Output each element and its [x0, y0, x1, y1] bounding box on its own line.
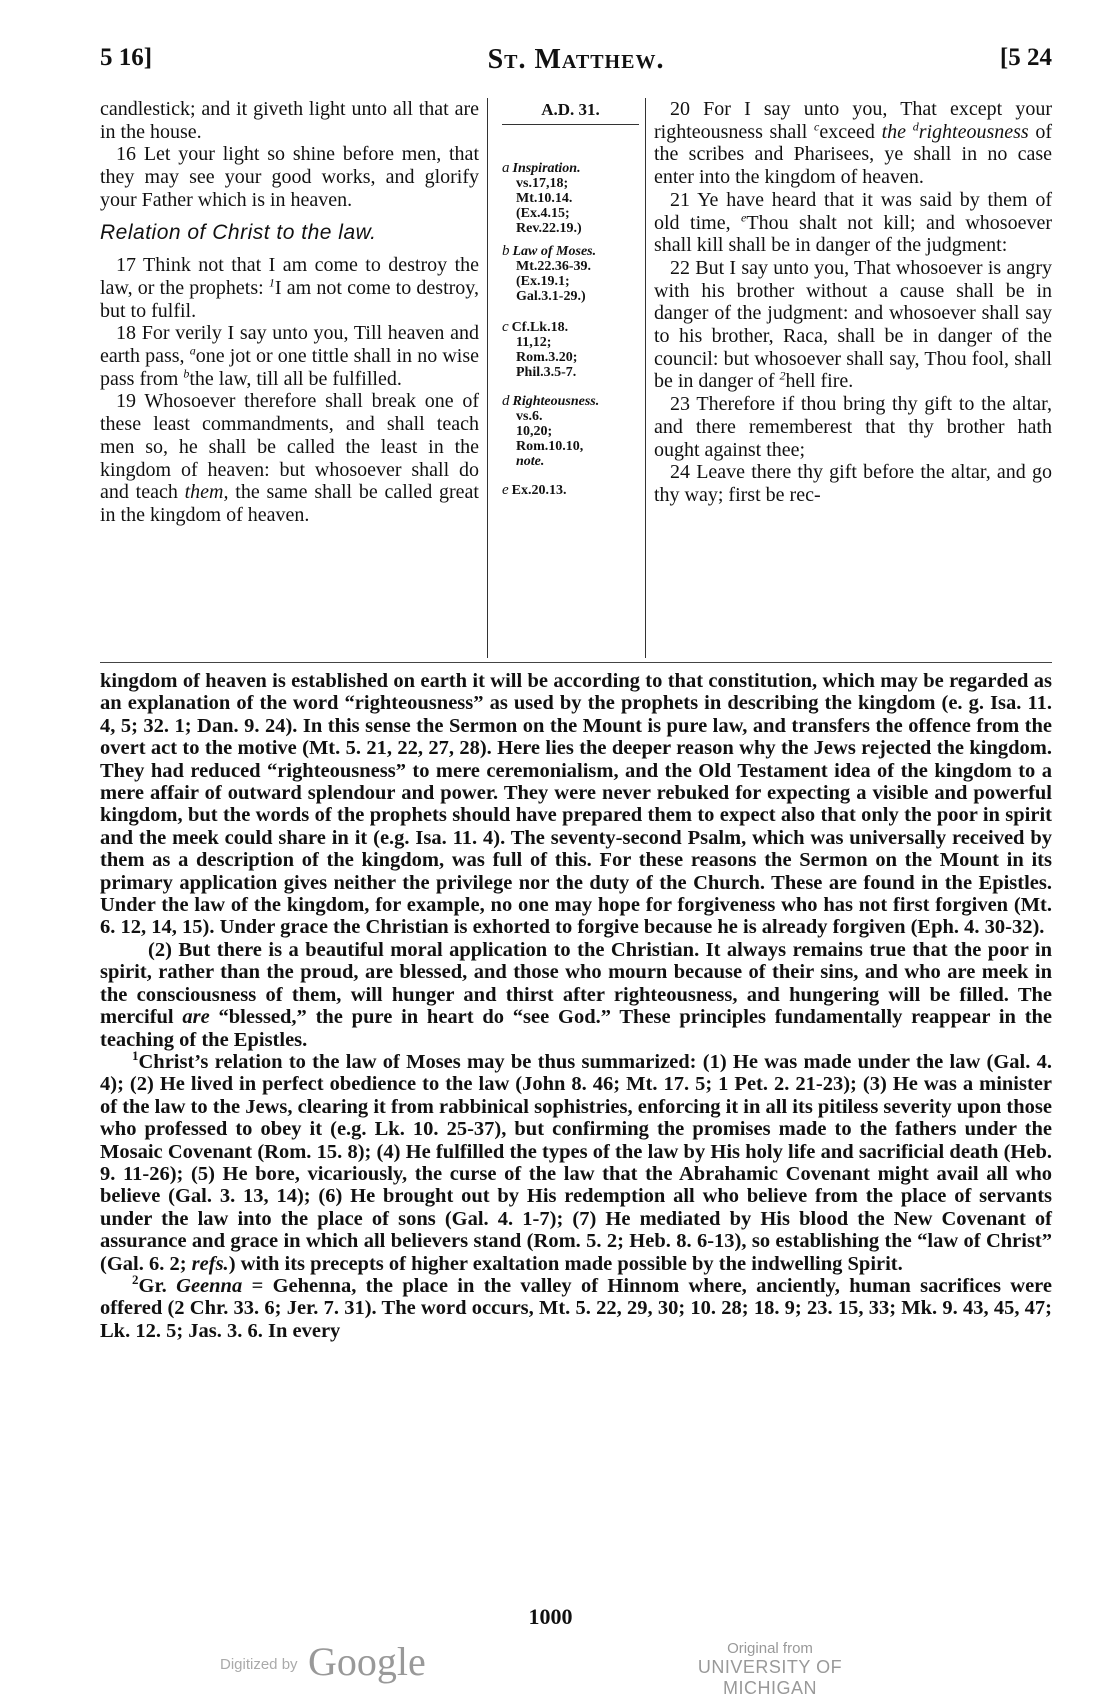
page-number: 1000 [528, 1604, 573, 1629]
verse-21: 21 Ye have heard that it was said by them of old time, $^e$Thou shalt not kill; and whosoever shall kill shall be in danger of the judgment: [654, 188, 1052, 257]
commentary-paragraph-2: (2) But there is a beautiful moral application to the Christian. It always remains true that the poor in spirit, rather than the proud, are blessed, and those who mourn because of their sins, and who are meek in the consciousness of them, will hunger and thirst after righteousness, and hungering will be filled. The merciful are “blessed,” the pure in heart do “see God.” These principles fundamentally reappear in the teaching of the Epistles. [100, 938, 1053, 1051]
verse-23: 23 Therefore if thou bring thy gift to the altar, and there rememberest that thy brother hath ought against thee; [654, 393, 1052, 461]
three-column-text [100, 98, 1052, 658]
reference-e: e Ex.20.13. [502, 482, 567, 498]
header-book-title: St. Matthew. [487, 44, 665, 75]
date-marker: A.D. 31. [502, 98, 639, 125]
ref-marker-c: c [814, 119, 820, 134]
verse-17: 17 Think not that I am come to destroy the law, or the prophets: $^1$I am not come to destroy, but to fulfil. [100, 254, 479, 322]
verse-20: 20 For I say unto you, That except your righteousness shall $^c$exceed the $^d$righteousness of the scribes and Pharisees, ye shall in no case enter into the kingdom of heaven. [654, 98, 1053, 189]
verse-22: 22 But I say unto you, That whosoever is angry with his brother without a cause shall be in danger of the judgment: and whosoever shall say to his brother, Raca, shall be in danger of the council: but whosoever shall say, Thou fool, shall be in danger of $^2$hell fire. [654, 256, 1052, 393]
section-subheading: Relation of Christ to the law. [100, 220, 377, 244]
commentary-paragraph-1: kingdom of heaven is established on earth it will be according to that constitution, which may be regarded as an explanation of the word “righteousness” as used by the prophets in describing the kingdom (e. g. Isa. 11. 4, 5; 32. 1; Dan. 9. 24). In this sense the Sermon on the Mount is pure law, and transfers the offence from the overt act to the motive (Mt. 5. 21, 22, 27, 28). Here lies the deeper reason why the Jews rejected the kingdom. They had reduced “righteousness” to mere ceremonialism, and the Old Testament idea of the kingdom to a mere affair of outward splendour and power. They were never rebuked for expecting a visible and powerful kingdom, but the words of the prophets should have prepared them to expect also that only the poor in spirit and the meek could share in it (e.g. Isa. 11. 4). The seventy-second Psalm, which was universally received by them as a description of the kingdom, was full of this. For these reasons the Sermon on the Mount in its primary application gives neither the privilege nor the duty of the Church. These are found in the Epistles. Under the law of the kingdom, for example, no one may hope for forgiveness who has not first forgiven (Mt. 6. 12, 14, 15). Under grace the Christian is exhorted to forgive because he is already forgiven (Eph. 4. 30-32). [100, 670, 1052, 939]
ref-marker-e: e [741, 209, 747, 224]
reference-a: a Inspiration. vs.17,18; Mt.10.14. (Ex.4.15; Rev.22.19.) [502, 160, 582, 236]
left-text-column [100, 98, 488, 658]
marginal-references-column [496, 98, 646, 658]
verse-15-end: candlestick; and it giveth light unto all that are in the house. [100, 98, 479, 143]
header-verse-start: 5 16] [100, 44, 153, 71]
reference-c: c Cf.Lk.18. 11,12; Rom.3.20; Phil.3.5-7. [502, 319, 578, 380]
google-logo: Google [308, 1639, 426, 1684]
ref-marker-a: a [189, 343, 196, 358]
running-header [100, 44, 1052, 78]
footnote-marker-1: 1 [268, 275, 275, 290]
footnote-2: $^2$Gr. Geenna = Gehenna, the place in the valley of Hinnom where, anciently, human sacrifices were offered (2 Chr. 33. 6; Jer. 7. 31). The word occurs, Mt. 5. 22, 29, 30; 10. 28; 18. 9; 23. 15, 33; Mk. 9. 43, 45, 47; Lk. 12. 5; Jas. 3. 6. In every [100, 1272, 1053, 1342]
footnote-1: $^1$Christ’s relation to the law of Moses may be thus summarized: (1) He was made under the law (Gal. 4. 4); (2) He lived in perfect obedience to the law (John 8. 46; Mt. 17. 5; 1 Pet. 2. 21-23); (3) He was a minister of the law to the Jews, clearing it from rabbinical sophistries, enforcing it in all its pitiless severity upon those who professed to obey it (e.g. Lk. 10. 25-37), but confirming the promises made to the fathers under the Mosaic Covenant (Rom. 15. 8); (4) He fulfilled the types of the law by His holy life and sacrificial death (Heb. 9. 11-26); (5) He bore, vicariously, the curse of the law that the Abrahamic Covenant might avail all who believe (Gal. 3. 13, 14); (6) He brought out by His redemption all who believe from the place of servants under the law into the place of sons (Gal. 4. 1-7); (7) He mediated by His blood the New Covenant of assurance and grace in which all believers stand (Rom. 5. 2; Heb. 8. 6-13), so establishing the “law of Christ” (Gal. 6. 2; refs.) with its precepts of higher exaltation made possible by the indwelling Spirit. [100, 1048, 1052, 1275]
verse-16: 16 Let your light so shine before men, that they may see your good works, and glorify your Father which is in heaven. [100, 143, 479, 211]
verse-18: 18 For verily I say unto you, Till heaven and earth pass, $^a$one jot or one tittle shall in no wise pass from $^b$the law, till all be fulfilled. [100, 322, 479, 390]
verse-24: 24 Leave there thy gift before the altar, and go thy way; first be rec- [654, 461, 1052, 506]
ref-marker-d: d [912, 119, 919, 134]
commentary-notes [100, 670, 1052, 1342]
verse-19: 19 Whosoever therefore shall break one of these least commandments, and shall teach men so, he shall be called the least in the kingdom of heaven: but whosoever shall do and teach them, the same shall be called great in the kingdom of heaven. [100, 390, 479, 526]
digitized-by-watermark: Digitized by Google [220, 1639, 426, 1684]
ref-marker-b: b [183, 366, 190, 381]
original-from-watermark: Original from UNIVERSITY OF MICHIGAN [697, 1640, 843, 1698]
header-verse-end: [5 24 [999, 44, 1052, 71]
reference-d: d Righteousness. vs.6. 10,20; Rom.10.10, note. [502, 393, 600, 469]
reference-list [502, 161, 645, 498]
commentary-divider [100, 662, 1052, 663]
footnote-marker-2: 2 [779, 368, 786, 383]
reference-b: b Law of Moses. Mt.22.36-39. (Ex.19.1; Gal.3.1-29.) [502, 243, 597, 304]
right-text-column [654, 98, 1052, 658]
